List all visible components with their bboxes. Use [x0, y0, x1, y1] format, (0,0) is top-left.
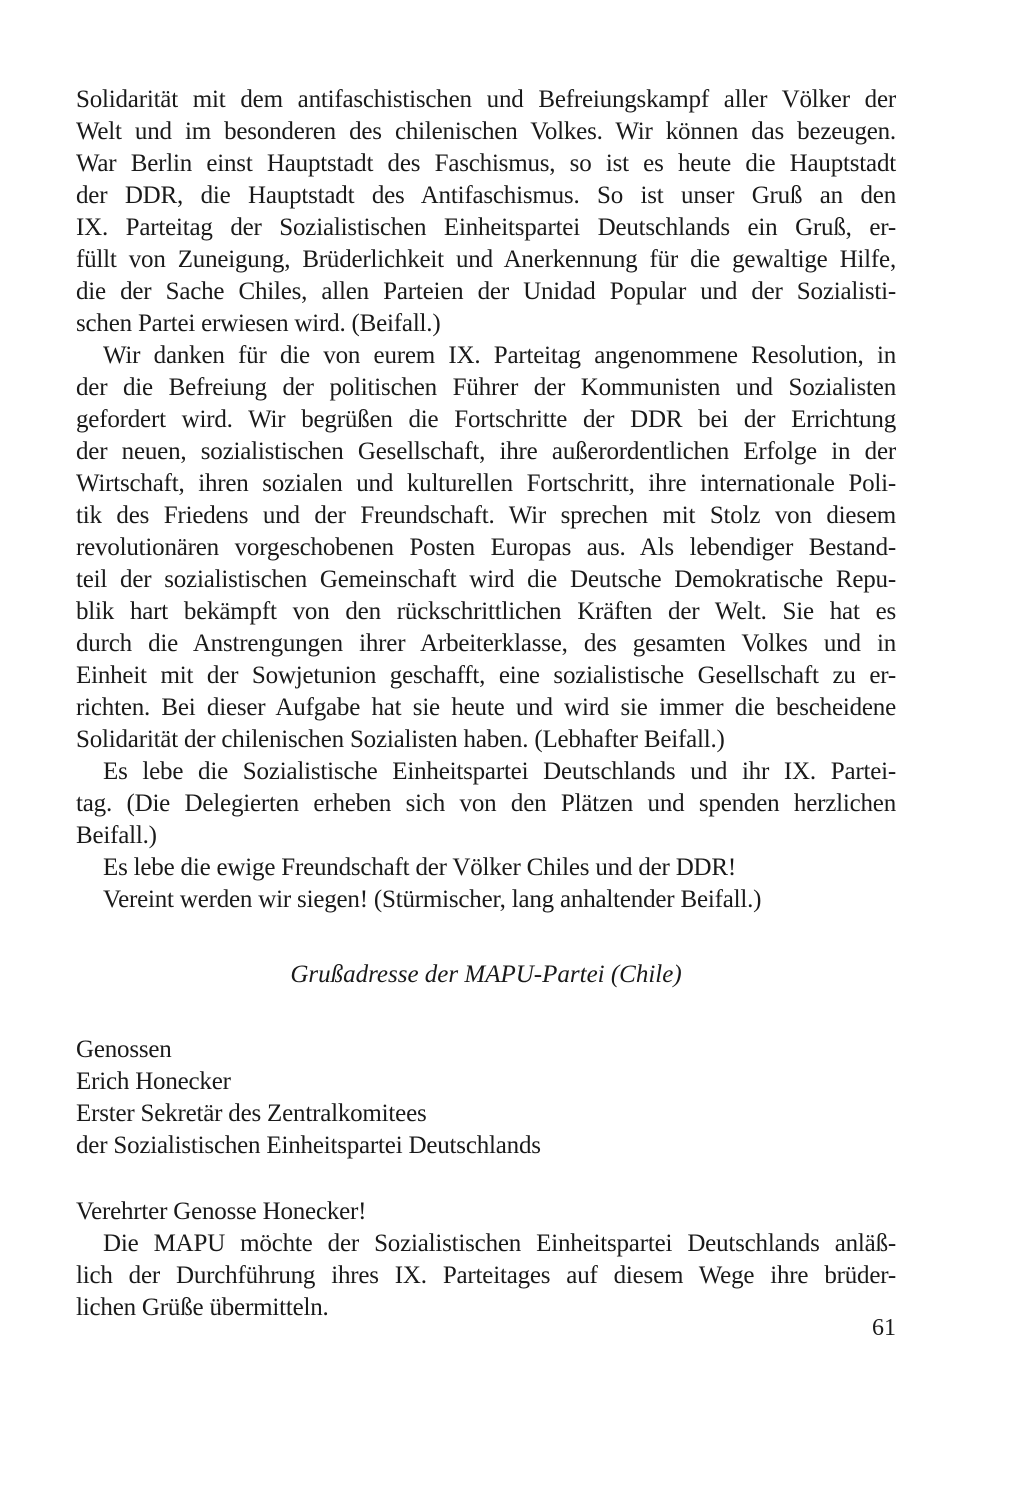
page-number: 61: [872, 1315, 896, 1341]
text-line: lich der Durchführung ihres IX. Parteitages auf diesem Wege ihre brüder-: [76, 1262, 896, 1289]
text-line: tik des Friedens und der Freundschaft. Wir sprechen mit Stolz von diesem: [76, 502, 896, 529]
text-line: der die Befreiung der politischen Führer der Kommunisten und Sozialisten: [76, 374, 896, 401]
text-line: richten. Bei dieser Aufgabe hat sie heute und wird sie immer die bescheidene: [76, 694, 896, 721]
address-line: Genossen: [76, 1036, 172, 1063]
text-line: Beifall.): [76, 822, 157, 849]
text-line: War Berlin einst Hauptstadt des Faschismus, so ist es heute die Hauptstadt: [76, 150, 896, 177]
address-line: Erich Honecker: [76, 1068, 231, 1095]
paragraph-4: Es lebe die ewige Freundschaft der Völker Chiles und der DDR!: [103, 854, 737, 881]
text-line: Die MAPU möchte der Sozialistischen Einheitspartei Deutschlands anläß-: [103, 1230, 896, 1257]
text-line: Es lebe die Sozialistische Einheitspartei Deutschlands und ihr IX. Partei-: [103, 758, 896, 785]
text-line: Einheit mit der Sowjetunion geschafft, eine sozialistische Gesellschaft zu er-: [76, 662, 896, 689]
text-line: blik hart bekämpft von den rückschrittlichen Kräften der Welt. Sie hat es: [76, 598, 896, 625]
text-line: Solidarität mit dem antifaschistischen und Befreiungskampf aller Völker der: [76, 86, 896, 113]
text-line: gefordert wird. Wir begrüßen die Fortschritte der DDR bei der Errichtung: [76, 406, 896, 433]
text-line: schen Partei erwiesen wird. (Beifall.): [76, 310, 441, 337]
text-line: revolutionären vorgeschobenen Posten Europas aus. Als lebendiger Bestand-: [76, 534, 896, 561]
address-line: Erster Sekretär des Zentralkomitees: [76, 1100, 427, 1127]
text-line: tag. (Die Delegierten erheben sich von den Plätzen und spenden herzlichen: [76, 790, 896, 817]
text-line: Welt und im besonderen des chilenischen Volkes. Wir können das bezeugen.: [76, 118, 896, 145]
text-line: Wirtschaft, ihren sozialen und kulturellen Fortschritt, ihre internationale Poli-: [76, 470, 896, 497]
section-heading: Grußadresse der MAPU-Partei (Chile): [290, 961, 682, 988]
text-line: durch die Anstrengungen ihrer Arbeiterklasse, des gesamten Volkes und in: [76, 630, 896, 657]
paragraph-5: Vereint werden wir siegen! (Stürmischer, lang anhaltender Beifall.): [103, 886, 762, 913]
text-line: IX. Parteitag der Sozialistischen Einheitspartei Deutschlands ein Gruß, er-: [76, 214, 896, 241]
text-line: Wir danken für die von eurem IX. Parteitag angenommene Resolution, in: [103, 342, 896, 369]
text-line: der DDR, die Hauptstadt des Antifaschismus. So ist unser Gruß an den: [76, 182, 896, 209]
address-line: der Sozialistischen Einheitspartei Deutschlands: [76, 1132, 541, 1159]
text-line: die der Sache Chiles, allen Parteien der Unidad Popular und der Sozialisti-: [76, 278, 896, 305]
salutation: Verehrter Genosse Honecker!: [76, 1198, 367, 1225]
text-line: lichen Grüße übermitteln.: [76, 1294, 329, 1321]
text-line: füllt von Zuneigung, Brüderlichkeit und Anerkennung für die gewaltige Hilfe,: [76, 246, 896, 273]
text-line: der neuen, sozialistischen Gesellschaft, ihre außerordentlichen Erfolge in der: [76, 438, 896, 465]
text-line: Solidarität der chilenischen Sozialisten haben. (Lebhafter Beifall.): [76, 726, 725, 753]
text-line: teil der sozialistischen Gemeinschaft wird die Deutsche Demokratische Repu-: [76, 566, 896, 593]
